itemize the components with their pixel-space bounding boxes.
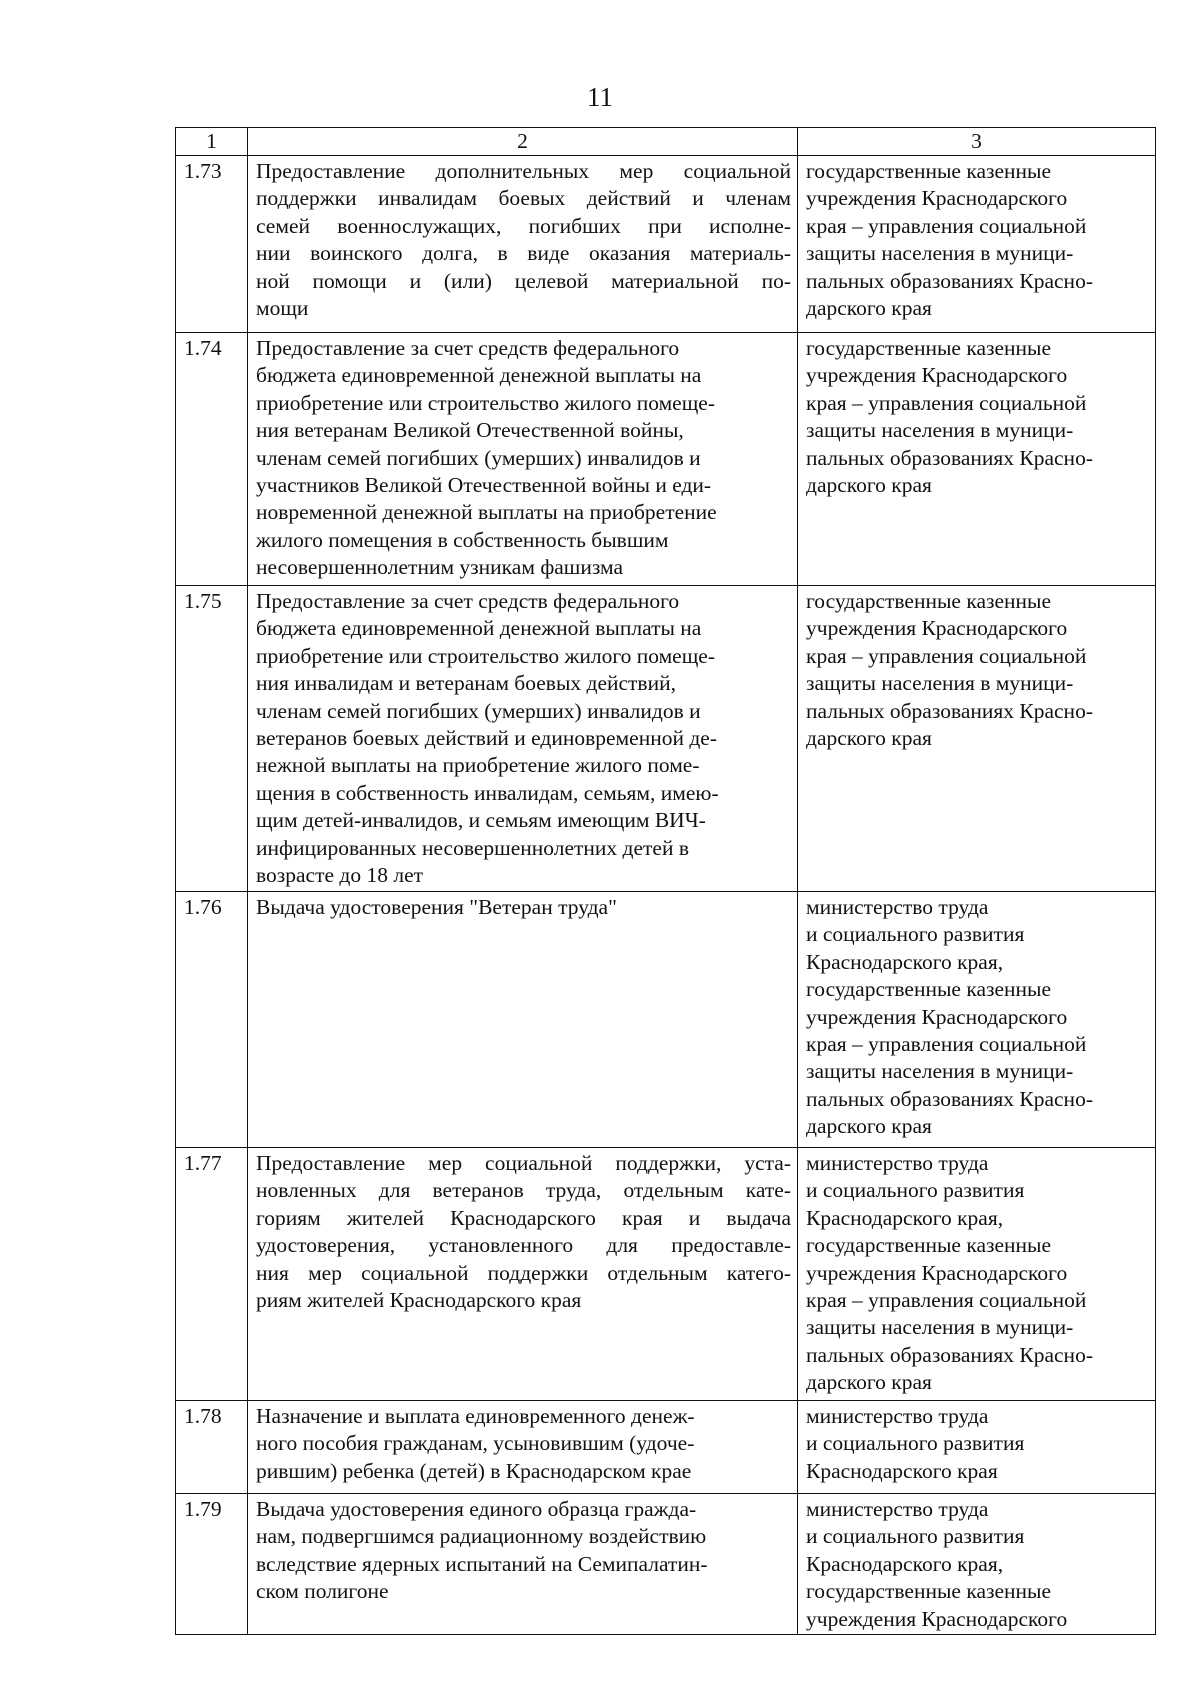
table-row [176,1494,1156,1635]
table-row [176,156,1156,333]
text-line: и социального развития [806,922,1025,947]
service-cell [248,586,798,892]
row-number: 1.75 [176,586,248,892]
text-line: защиты населения в муници- [806,241,1074,266]
text-line: семей военнослужащих, погибших при исполне- [256,213,791,238]
service-cell [248,1494,798,1635]
text-line: государственные казенные [806,977,1052,1002]
authority-cell [798,1401,1156,1494]
row-number: 1.78 [176,1401,248,1494]
table-header-row [176,128,1156,156]
text-line: членам семей погибших (умерших) инвалидов и [256,445,701,470]
text-line: Предоставление за счет средств федерального [256,589,680,613]
page-number: 11 [587,82,613,112]
text-line: Предоставление дополнительных мер социальной [256,159,791,183]
authority-cell [798,1148,1156,1401]
text-line: новленных для ветеранов труда, отдельным кате- [256,1178,791,1203]
authority-cell [798,156,1156,333]
text-line: пальных образованиях Красно- [806,445,1093,470]
text-line: дарского края [806,296,932,321]
text-line: нам, подвергшимся радиационному воздействию [256,1524,707,1549]
text-line: защиты населения в муници- [806,671,1074,696]
text-line: вследствие ядерных испытаний на Семипалатин- [256,1551,708,1576]
text-line: гориям жителей Краснодарского края и выдача [256,1205,791,1230]
text-line: нежной выплаты на приобретение жилого поме- [256,753,700,778]
text-line: Краснодарского края, [806,949,1004,974]
text-line: бюджета единовременной денежной выплаты на [256,363,702,388]
text-line: края – управления социальной [806,213,1087,238]
services-table [175,127,1156,1635]
authority-cell [798,892,1156,1148]
text-line: дарского края [806,1114,932,1139]
table-row [176,892,1156,1148]
text-line: ния мер социальной поддержки отдельным катего- [256,1260,791,1285]
text-line: защиты населения в муници- [806,1315,1074,1340]
text-line: Предоставление за счет средств федерального [256,336,680,360]
authority-cell [798,586,1156,892]
row-number: 1.77 [176,1148,248,1401]
text-line: приобретение или строительство жилого помеще- [256,643,715,668]
text-line: пальных образованиях Красно- [806,268,1093,293]
text-line: Назначение и выплата единовременного денеж- [256,1404,695,1428]
text-line: министерство труда [806,1404,989,1428]
text-line: щим детей-инвалидов, и семьям имеющим ВИЧ- [256,808,706,833]
text-line: государственные казенные [806,1579,1052,1604]
text-line: края – управления социальной [806,1032,1087,1057]
text-line: Выдача удостоверения "Ветеран труда" [256,895,617,919]
text-line: Выдача удостоверения единого образца гражда- [256,1497,697,1521]
text-line: министерство труда [806,1151,989,1175]
service-cell [248,1401,798,1494]
row-number: 1.73 [176,156,248,333]
table-row [176,1401,1156,1494]
service-cell [248,333,798,586]
text-line: государственные казенные [806,336,1052,360]
service-cell [248,156,798,333]
text-line: учреждения Краснодарского [806,363,1068,388]
text-line: учреждения Краснодарского [806,1606,1068,1631]
text-line: учреждения Краснодарского [806,1004,1068,1029]
text-line: рившим) ребенка (детей) в Краснодарском крае [256,1458,692,1483]
text-line: учреждения Краснодарского [806,1260,1068,1285]
text-line: членам семей погибших (умерших) инвалидов и [256,698,701,723]
service-cell [248,892,798,1148]
text-line: пальных образованиях Красно- [806,1086,1093,1111]
text-line: края – управления социальной [806,643,1087,668]
text-line: щения в собственность инвалидам, семьям, имею- [256,780,719,805]
text-line: мощи [256,296,309,321]
column-header-service: 2 [248,128,798,156]
text-line: нии воинского долга, в виде оказания материаль- [256,241,791,266]
authority-cell [798,333,1156,586]
text-line: приобретение или строительство жилого помеще- [256,390,715,415]
table-row [176,333,1156,586]
text-line: дарского края [806,473,932,498]
text-line: возрасте до 18 лет [256,863,424,888]
service-cell [248,1148,798,1401]
text-line: министерство труда [806,895,989,919]
text-line: удостоверения, установленного для предоставле- [256,1233,791,1258]
table-row [176,1148,1156,1401]
text-line: государственные казенные [806,1233,1052,1258]
text-line: бюджета единовременной денежной выплаты на [256,616,702,641]
text-line: защиты населения в муници- [806,418,1074,443]
text-line: ния ветеранам Великой Отечественной войны, [256,418,684,443]
column-header-number: 1 [176,128,248,156]
authority-cell [798,1494,1156,1635]
text-line: края – управления социальной [806,390,1087,415]
column-header-authority: 3 [798,128,1156,156]
row-number: 1.76 [176,892,248,1148]
text-line: ного пособия гражданам, усыновившим (удоче- [256,1431,695,1456]
text-line: инфицированных несовершеннолетних детей в [256,835,689,860]
text-line: Краснодарского края, [806,1205,1004,1230]
text-line: поддержки инвалидам боевых действий и членам [256,186,791,211]
text-line: Предоставление мер социальной поддержки, уста- [256,1151,791,1175]
text-line: защиты населения в муници- [806,1059,1074,1084]
text-line: Краснодарского края, [806,1551,1004,1576]
text-line: учреждения Краснодарского [806,186,1068,211]
text-line: министерство труда [806,1497,989,1521]
text-line: участников Великой Отечественной войны и еди- [256,473,712,498]
text-line: края – управления социальной [806,1288,1087,1313]
text-line: ния инвалидам и ветеранам боевых действий, [256,671,676,696]
text-line: Краснодарского края [806,1458,998,1483]
text-line: ветеранов боевых действий и единовременной де- [256,726,717,751]
text-line: новременной денежной выплаты на приобретение [256,500,717,525]
text-line: дарского края [806,726,932,751]
table-row [176,586,1156,892]
row-number: 1.74 [176,333,248,586]
text-line: и социального развития [806,1524,1025,1549]
text-line: дарского края [806,1370,932,1395]
text-line: несовершеннолетним узникам фашизма [256,555,624,580]
text-line: и социального развития [806,1178,1025,1203]
text-line: жилого помещения в собственность бывшим [256,527,669,552]
text-line: государственные казенные [806,589,1052,613]
text-line: пальных образованиях Красно- [806,1342,1093,1367]
text-line: риям жителей Краснодарского края [256,1288,582,1313]
row-number: 1.79 [176,1494,248,1635]
text-line: учреждения Краснодарского [806,616,1068,641]
text-line: пальных образованиях Красно- [806,698,1093,723]
text-line: ском полигоне [256,1579,389,1604]
text-line: государственные казенные [806,159,1052,183]
text-line: и социального развития [806,1431,1025,1456]
text-line: ной помощи и (или) целевой материальной по- [256,268,791,293]
